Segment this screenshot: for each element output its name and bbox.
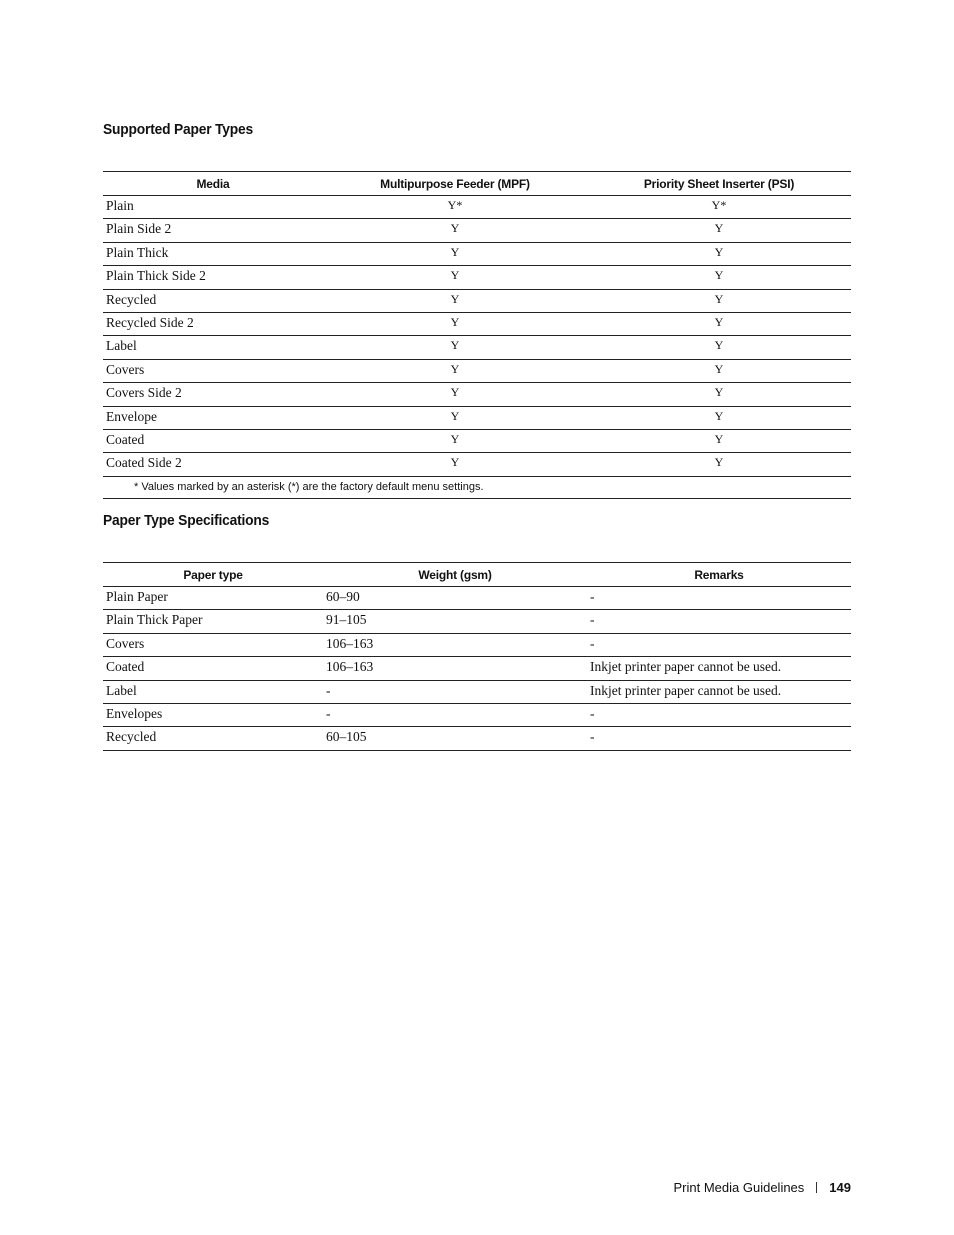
media-cell: Plain Thick Side 2 [103, 266, 323, 289]
mpf-cell: Y [323, 359, 587, 382]
mpf-cell: Y [323, 219, 587, 242]
mpf-cell: Y [323, 406, 587, 429]
remarks-cell: - [587, 587, 851, 610]
paper-type-cell: Envelopes [103, 703, 323, 726]
mpf-cell: Y [323, 242, 587, 265]
table-row [103, 727, 851, 750]
media-cell: Label [103, 336, 323, 359]
remarks-cell: - [587, 703, 851, 726]
paper-type-cell: Plain Thick Paper [103, 610, 323, 633]
media-cell: Covers [103, 359, 323, 382]
psi-cell: Y [587, 406, 851, 429]
table-row [103, 587, 851, 610]
table-footnote-row [103, 476, 851, 498]
psi-cell: Y [587, 429, 851, 452]
table-row [103, 196, 851, 219]
column-header-remarks: Remarks [587, 563, 851, 587]
column-header-weight: Weight (gsm) [323, 563, 587, 587]
remarks-cell: - [587, 633, 851, 656]
media-cell: Plain Side 2 [103, 219, 323, 242]
paper-type-cell: Covers [103, 633, 323, 656]
weight-cell: 60–90 [323, 587, 587, 610]
psi-cell: Y [587, 219, 851, 242]
table-row [103, 633, 851, 656]
table-row [103, 657, 851, 680]
mpf-cell: Y [323, 429, 587, 452]
remarks-cell: Inkjet printer paper cannot be used. [587, 680, 851, 703]
weight-cell: 60–105 [323, 727, 587, 750]
column-header-psi: Priority Sheet Inserter (PSI) [587, 172, 851, 196]
mpf-cell: Y [323, 383, 587, 406]
remarks-cell: - [587, 610, 851, 633]
column-header-media: Media [103, 172, 323, 196]
table-row [103, 359, 851, 382]
table-row [103, 312, 851, 335]
psi-cell: Y* [587, 196, 851, 219]
table-row [103, 703, 851, 726]
table-row [103, 219, 851, 242]
paper-type-cell: Label [103, 680, 323, 703]
psi-cell: Y [587, 359, 851, 382]
weight-cell: 106–163 [323, 633, 587, 656]
mpf-cell: Y [323, 312, 587, 335]
psi-cell: Y [587, 266, 851, 289]
psi-cell: Y [587, 289, 851, 312]
table-row [103, 406, 851, 429]
column-header-paper-type: Paper type [103, 563, 323, 587]
paper-type-cell: Plain Paper [103, 587, 323, 610]
supported-paper-types-table [103, 171, 851, 499]
remarks-cell: - [587, 727, 851, 750]
mpf-cell: Y [323, 289, 587, 312]
table-footnote: * Values marked by an asterisk (*) are the factory default menu settings. [103, 476, 851, 498]
table-row [103, 266, 851, 289]
weight-cell: - [323, 680, 587, 703]
table-header-row [103, 563, 851, 587]
mpf-cell: Y* [323, 196, 587, 219]
table-row [103, 289, 851, 312]
weight-cell: 106–163 [323, 657, 587, 680]
weight-cell: 91–105 [323, 610, 587, 633]
paper-type-specifications-table [103, 562, 851, 751]
paper-type-cell: Coated [103, 657, 323, 680]
weight-cell: - [323, 703, 587, 726]
psi-cell: Y [587, 453, 851, 476]
psi-cell: Y [587, 383, 851, 406]
footer-section-name: Print Media Guidelines [673, 1180, 805, 1195]
table-row [103, 242, 851, 265]
media-cell: Plain Thick [103, 242, 323, 265]
psi-cell: Y [587, 242, 851, 265]
table-row [103, 680, 851, 703]
column-header-mpf: Multipurpose Feeder (MPF) [323, 172, 587, 196]
paper-type-cell: Recycled [103, 727, 323, 750]
media-cell: Envelope [103, 406, 323, 429]
psi-cell: Y [587, 336, 851, 359]
mpf-cell: Y [323, 266, 587, 289]
table-row [103, 383, 851, 406]
remarks-cell: Inkjet printer paper cannot be used. [587, 657, 851, 680]
page-footer [674, 1180, 852, 1195]
media-cell: Coated Side 2 [103, 453, 323, 476]
media-cell: Recycled Side 2 [103, 312, 323, 335]
section-title-supported-paper-types: Supported Paper Types [103, 121, 254, 138]
psi-cell: Y [587, 312, 851, 335]
table-row [103, 453, 851, 476]
mpf-cell: Y [323, 453, 587, 476]
table-row [103, 610, 851, 633]
table-header-row [103, 172, 851, 196]
section-title-paper-type-specifications: Paper Type Specifications [103, 512, 270, 529]
table-row [103, 336, 851, 359]
page-number: 149 [829, 1180, 851, 1195]
media-cell: Plain [103, 196, 323, 219]
table-row [103, 429, 851, 452]
media-cell: Covers Side 2 [103, 383, 323, 406]
media-cell: Recycled [103, 289, 323, 312]
mpf-cell: Y [323, 336, 587, 359]
media-cell: Coated [103, 429, 323, 452]
footer-divider [816, 1182, 817, 1193]
